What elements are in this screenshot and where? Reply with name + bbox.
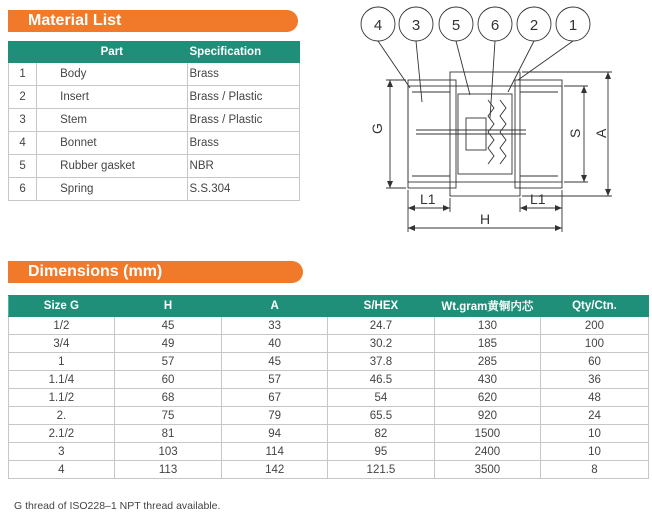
dim-cell-qty: 36 xyxy=(540,371,648,389)
dim-cell-size: 2. xyxy=(9,407,115,425)
dim-cell-s-hex: 54 xyxy=(328,389,435,407)
dim-cell-a: 67 xyxy=(222,389,328,407)
dim-cell-h: 60 xyxy=(114,371,222,389)
dim-cell-h: 49 xyxy=(114,335,222,353)
dim-cell-size: 4 xyxy=(9,461,115,479)
callout-label-3: 3 xyxy=(411,17,421,34)
dim-cell-weight: 430 xyxy=(434,371,540,389)
callout-label-2: 2 xyxy=(529,17,539,34)
dim-cell-s-hex: 46.5 xyxy=(328,371,435,389)
material-cell-part: Insert xyxy=(37,86,187,109)
dim-cell-a: 79 xyxy=(222,407,328,425)
dim-cell-qty: 8 xyxy=(540,461,648,479)
dim-cell-qty: 10 xyxy=(540,443,648,461)
material-cell-spec: Brass / Plastic xyxy=(187,109,299,132)
material-cell-no: 1 xyxy=(9,63,37,86)
dim-cell-s-hex: 121.5 xyxy=(328,461,435,479)
dim-cell-weight: 1500 xyxy=(434,425,540,443)
dim-cell-qty: 48 xyxy=(540,389,648,407)
dim-header-size: Size G xyxy=(9,296,115,317)
dim-cell-a: 142 xyxy=(222,461,328,479)
material-header-row xyxy=(9,42,300,63)
dim-cell-h: 103 xyxy=(114,443,222,461)
dimensions-table xyxy=(8,295,649,479)
dimensions-row xyxy=(9,461,649,479)
dim-cell-a: 40 xyxy=(222,335,328,353)
dim-cell-weight: 3500 xyxy=(434,461,540,479)
dim-header-a: A xyxy=(222,296,328,317)
dim-cell-size: 1 xyxy=(9,353,115,371)
dim-cell-h: 81 xyxy=(114,425,222,443)
dim-cell-weight: 920 xyxy=(434,407,540,425)
dim-cell-size: 2.1/2 xyxy=(9,425,115,443)
material-cell-part: Body xyxy=(37,63,187,86)
dim-header-weight: Wt.gram黄铜内芯 xyxy=(434,296,540,317)
dim-cell-size: 1.1/2 xyxy=(9,389,115,407)
dim-cell-h: 113 xyxy=(114,461,222,479)
dim-cell-a: 94 xyxy=(222,425,328,443)
dim-cell-qty: 100 xyxy=(540,335,648,353)
dim-cell-h: 68 xyxy=(114,389,222,407)
material-row xyxy=(9,155,300,178)
material-cell-part: Rubber gasket xyxy=(37,155,187,178)
dim-cell-weight: 285 xyxy=(434,353,540,371)
material-cell-no: 4 xyxy=(9,132,37,155)
dimensions-row xyxy=(9,389,649,407)
material-cell-part: Bonnet xyxy=(37,132,187,155)
dimensions-title: Dimensions (mm) xyxy=(8,261,303,283)
dim-cell-weight: 2400 xyxy=(434,443,540,461)
dim-header-qty: Qty/Ctn. xyxy=(540,296,648,317)
dim-cell-h: 45 xyxy=(114,317,222,335)
material-cell-part: Spring xyxy=(37,178,187,201)
material-cell-spec: Brass xyxy=(187,63,299,86)
material-header-no xyxy=(9,42,37,63)
dim-cell-weight: 185 xyxy=(434,335,540,353)
dim-cell-a: 45 xyxy=(222,353,328,371)
dim-label-h: H xyxy=(480,211,491,227)
material-table xyxy=(8,41,300,201)
dim-cell-s-hex: 37.8 xyxy=(328,353,435,371)
dim-cell-size: 1/2 xyxy=(9,317,115,335)
dim-header-h: H xyxy=(114,296,222,317)
material-header-spec: Specification xyxy=(187,42,299,63)
dim-cell-size: 3 xyxy=(9,443,115,461)
material-row xyxy=(9,132,300,155)
callout-label-5: 5 xyxy=(451,17,461,34)
dim-cell-s-hex: 30.2 xyxy=(328,335,435,353)
dim-cell-s-hex: 24.7 xyxy=(328,317,435,335)
dim-cell-s-hex: 95 xyxy=(328,443,435,461)
dim-label-l1-left: L1 xyxy=(420,191,436,207)
material-list-title: Material List xyxy=(8,10,298,32)
material-cell-no: 6 xyxy=(9,178,37,201)
dimensions-row xyxy=(9,443,649,461)
dimensions-row xyxy=(9,353,649,371)
dim-cell-weight: 130 xyxy=(434,317,540,335)
material-cell-no: 2 xyxy=(9,86,37,109)
material-header-part: Part xyxy=(37,42,187,63)
material-cell-no: 5 xyxy=(9,155,37,178)
dimensions-header-row xyxy=(9,296,649,317)
dim-label-g: G xyxy=(369,123,385,134)
dim-cell-a: 57 xyxy=(222,371,328,389)
dim-cell-a: 33 xyxy=(222,317,328,335)
dim-cell-qty: 60 xyxy=(540,353,648,371)
dim-cell-size: 1.1/4 xyxy=(9,371,115,389)
valve-drawing xyxy=(330,0,652,240)
dim-label-l1-right: L1 xyxy=(530,191,546,207)
dim-cell-h: 75 xyxy=(114,407,222,425)
dim-cell-s-hex: 82 xyxy=(328,425,435,443)
material-cell-spec: NBR xyxy=(187,155,299,178)
dim-cell-weight: 620 xyxy=(434,389,540,407)
dim-cell-a: 114 xyxy=(222,443,328,461)
material-cell-spec: Brass / Plastic xyxy=(187,86,299,109)
dim-cell-qty: 24 xyxy=(540,407,648,425)
material-cell-spec: Brass xyxy=(187,132,299,155)
dim-header-s-hex: S/HEX xyxy=(328,296,435,317)
callout-label-1: 1 xyxy=(568,17,578,34)
material-row xyxy=(9,63,300,86)
callout-label-6: 6 xyxy=(490,17,500,34)
callout-label-4: 4 xyxy=(373,17,383,34)
dimensions-row xyxy=(9,371,649,389)
material-row xyxy=(9,86,300,109)
dim-label-a: A xyxy=(593,128,609,138)
material-row xyxy=(9,178,300,201)
footnote: G thread of ISO228–1 NPT thread available. xyxy=(14,500,221,512)
dim-cell-s-hex: 65.5 xyxy=(328,407,435,425)
dim-cell-qty: 200 xyxy=(540,317,648,335)
dimensions-row xyxy=(9,335,649,353)
dimensions-row xyxy=(9,317,649,335)
material-cell-part: Stem xyxy=(37,109,187,132)
material-row xyxy=(9,109,300,132)
dimensions-row xyxy=(9,407,649,425)
material-cell-no: 3 xyxy=(9,109,37,132)
dim-label-s: S xyxy=(567,128,583,138)
dim-cell-size: 3/4 xyxy=(9,335,115,353)
dim-cell-h: 57 xyxy=(114,353,222,371)
dimensions-row xyxy=(9,425,649,443)
dim-cell-qty: 10 xyxy=(540,425,648,443)
material-cell-spec: S.S.304 xyxy=(187,178,299,201)
